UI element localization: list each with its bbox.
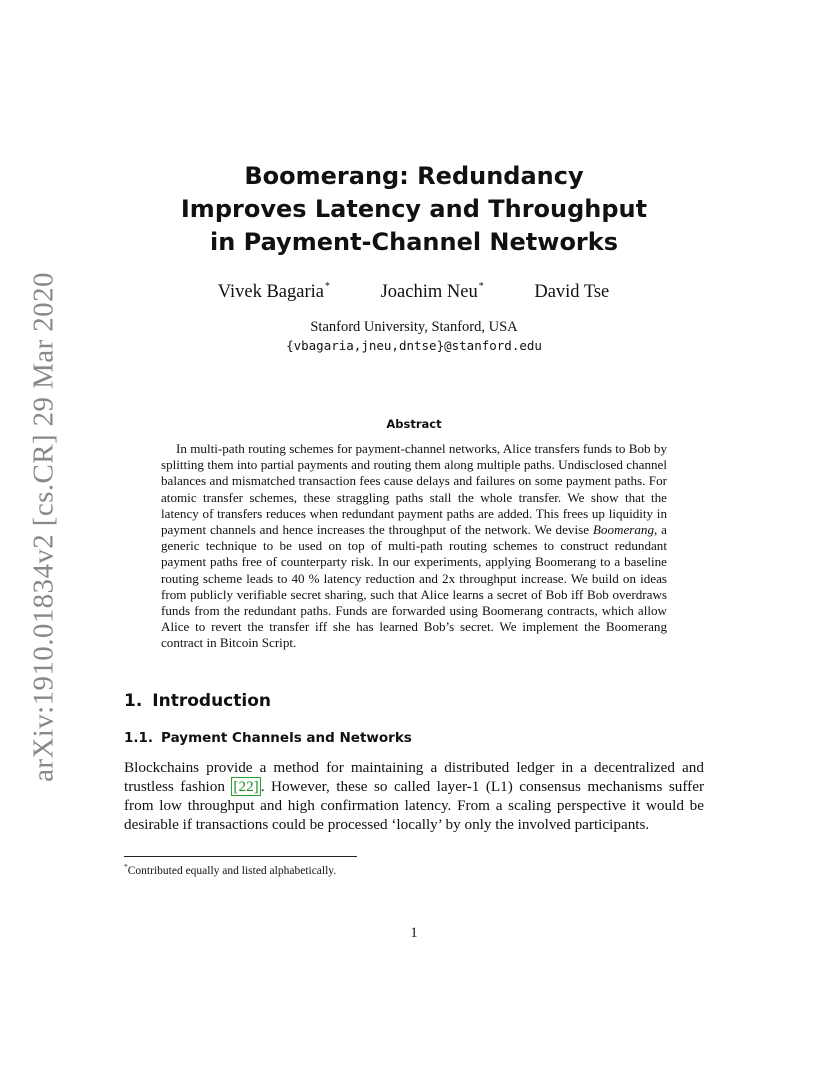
paper-title [0, 160, 828, 259]
title-line: Boomerang: Redundancy [244, 162, 584, 190]
subsection-title: Payment Channels and Networks [161, 730, 412, 746]
author-list [0, 281, 828, 303]
author [381, 281, 484, 303]
footnote-rule [124, 856, 357, 857]
subsection-number: 1.1. [124, 730, 154, 746]
affiliation: Stanford University, Stanford, USA [310, 319, 518, 335]
author [534, 281, 610, 303]
abstract-heading: Abstract [386, 417, 442, 431]
footnote-mark: * [124, 862, 128, 871]
author-name: Joachim Neu [380, 282, 478, 302]
paragraph-text: Blockchains provide a method for maintaining a distributed ledger in a decentralized and trustless fashion [124, 759, 704, 795]
author-name: David Tse [534, 282, 610, 302]
section-heading [124, 691, 271, 711]
footnote-text: Contributed equally and listed alphabetically. [127, 865, 337, 877]
title-line: in Payment-Channel Networks [209, 228, 619, 256]
subsection-heading [124, 730, 412, 746]
footnote [124, 862, 336, 877]
section-title: Introduction [152, 691, 271, 711]
abstract-emphasis: Boomerang [592, 522, 655, 538]
title-line: Improves Latency and Throughput [180, 195, 648, 223]
paragraph-text: . However, these so called layer-1 (L1) consensus mechanisms suffer from low throughput and high confirmation latency. From a scaling perspective it would be desirable if transactions could be processed ‘locally’ by only the involved participants. [124, 778, 704, 833]
body-paragraph [124, 758, 704, 834]
page-number: 1 [410, 925, 418, 941]
abstract-body [161, 441, 667, 652]
section-number: 1. [124, 691, 143, 711]
author [218, 281, 330, 303]
author-footnote-mark: * [324, 281, 330, 292]
citation-link[interactable]: [22] [233, 778, 259, 795]
abstract-text: , a generic technique to be used on top of multi-path routing schemes to construct redundant payment paths free of counterparty risk. In our experiments, applying Boomerang to a baseline routing scheme leads to 40 % latency reduction and 2x throughput increase. We build on ideas from publicly verifiable secret sharing, such that Alice learns a secret of Bob iff Bob overdraws funds from the redundant paths. Funds are forwarded using Boomerang contracts, which allow Alice to revert the transfer iff she has learned Bob’s secret. We implement the Boomerang contract in Bitcoin Script. [161, 522, 667, 651]
arxiv-identifier: arXiv:1910.01834v2 [cs.CR] 29 Mar 2020 [27, 272, 60, 782]
author-footnote-mark: * [478, 281, 484, 292]
author-email[interactable]: {vbagaria,jneu,dntse}@stanford.edu [286, 338, 542, 353]
author-name: Vivek Bagaria [217, 282, 324, 302]
abstract-text: In multi-path routing schemes for payment-channel networks, Alice transfers funds to Bob by splitting them into partial payments and routing them along multiple paths. Undisclosed channel balances and mismatched transaction fees cause delays and failures on some payment paths. For atomic transfer schemes, these straggling paths stall the whole transfer. We show that the latency of transfers reduces when redundant payment paths are added. This frees up liquidity in payment channels and hence increases the throughput of the network. We devise [161, 441, 667, 538]
